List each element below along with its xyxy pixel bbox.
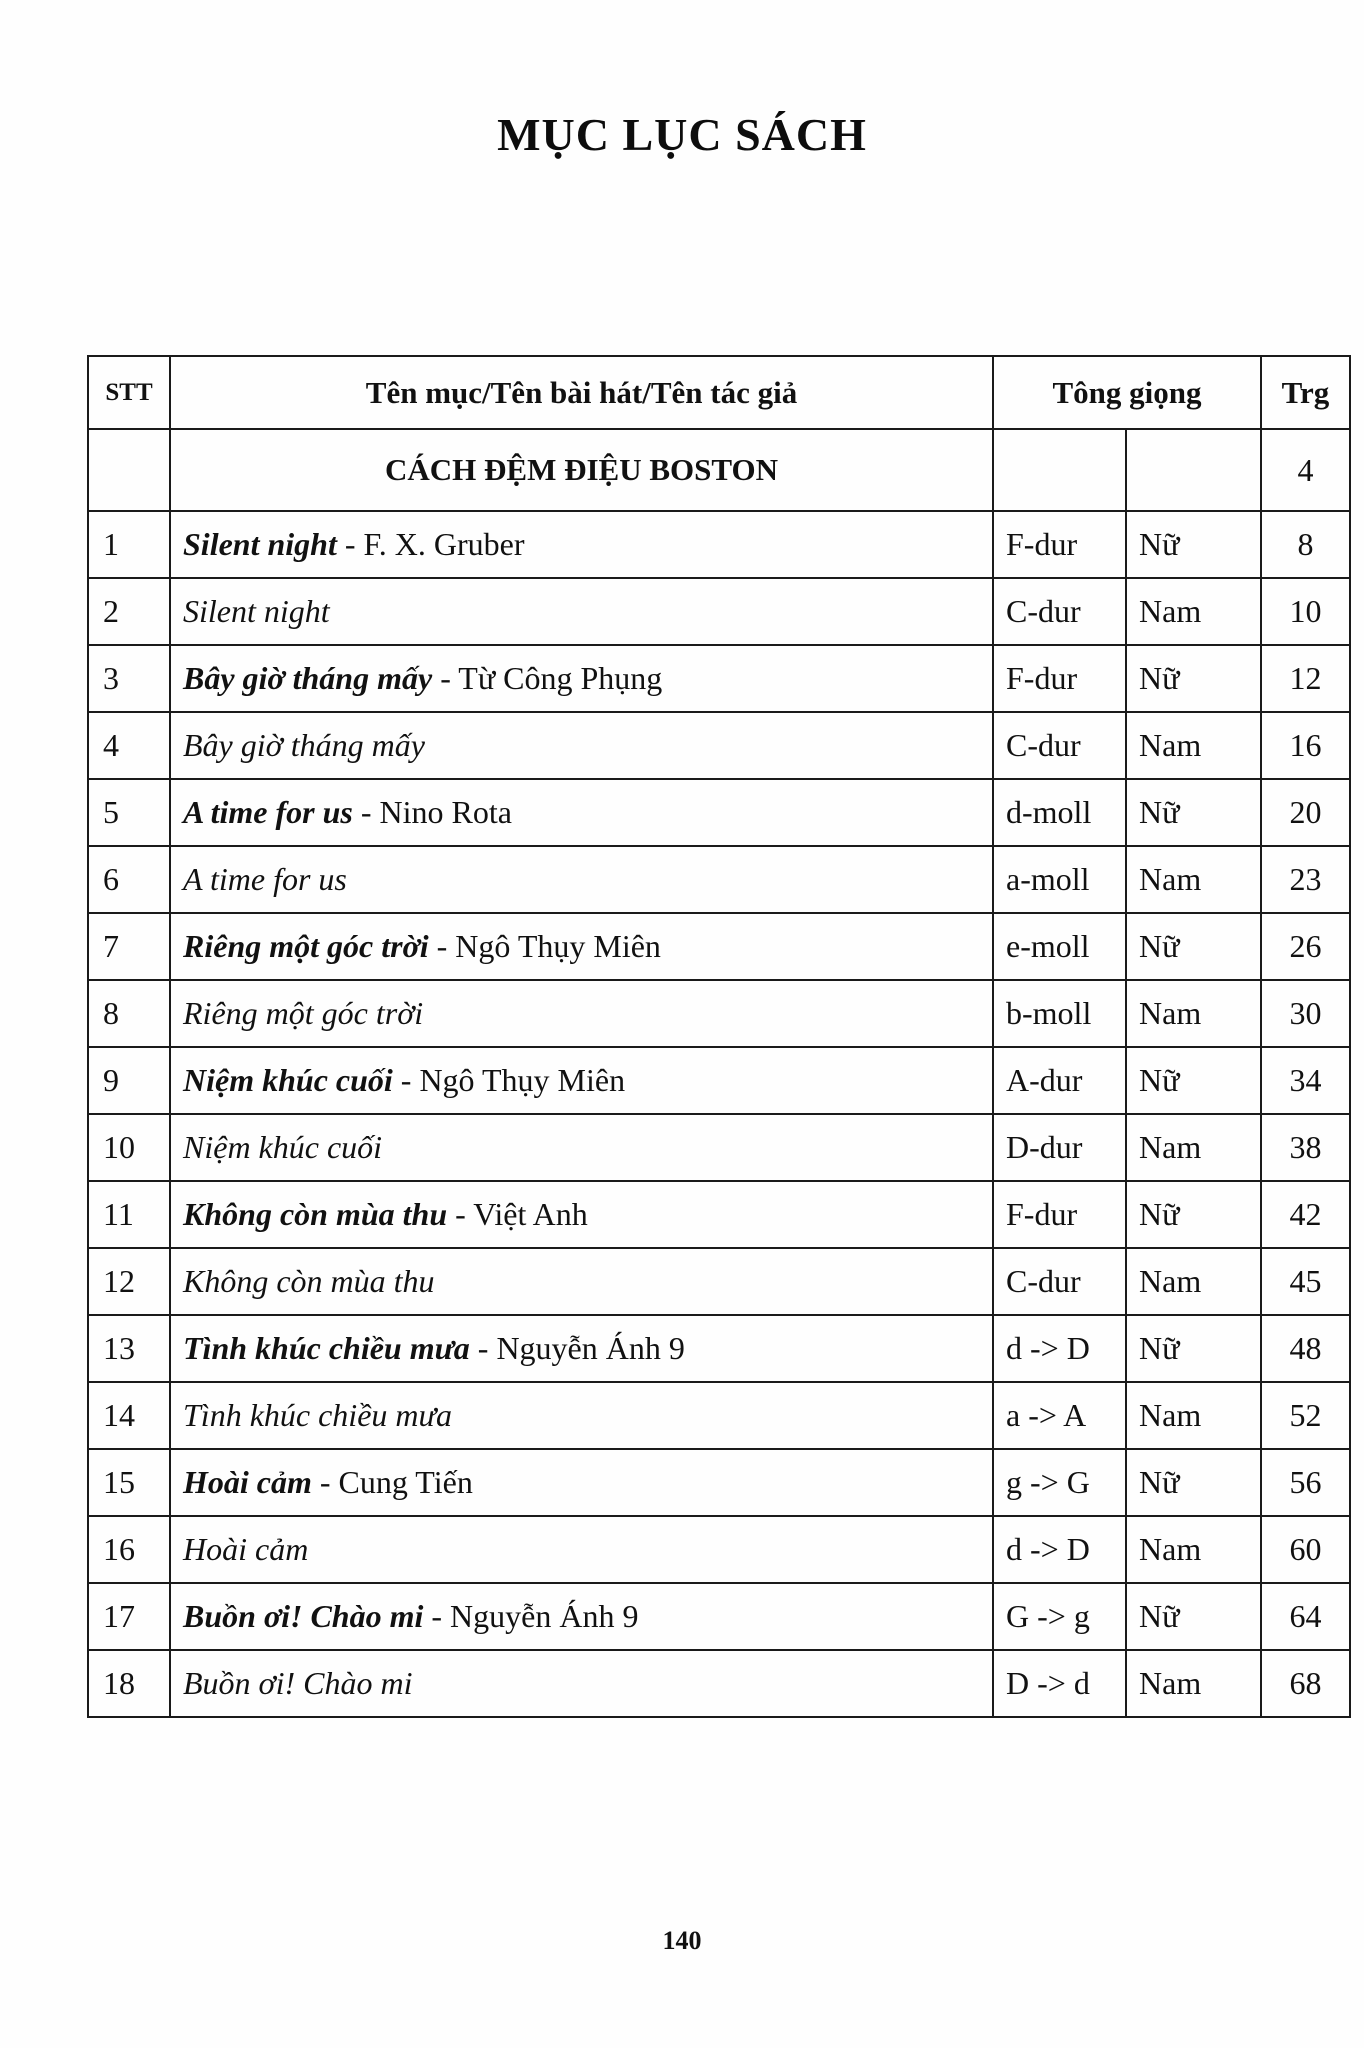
table-row <box>88 645 1350 712</box>
title-separator: - <box>392 1062 420 1098</box>
page-number: 140 <box>662 1926 702 1955</box>
row-stt: 6 <box>88 846 170 913</box>
song-name: Riêng một góc trời <box>183 995 424 1031</box>
row-stt: 2 <box>88 578 170 645</box>
table-row <box>88 1315 1350 1382</box>
row-page: 68 <box>1261 1650 1350 1717</box>
row-stt: 13 <box>88 1315 170 1382</box>
table-row <box>88 1382 1350 1449</box>
row-voice: Nữ <box>1126 1583 1261 1650</box>
table-row <box>88 1181 1350 1248</box>
song-name: Không còn mùa thu <box>183 1263 435 1299</box>
table-row <box>88 1516 1350 1583</box>
row-voice: Nam <box>1126 1516 1261 1583</box>
row-stt: 1 <box>88 511 170 578</box>
row-page: 56 <box>1261 1449 1350 1516</box>
title-separator: - <box>336 526 364 562</box>
section-title: CÁCH ĐỆM ĐIỆU BOSTON <box>170 429 993 511</box>
section-stt <box>88 429 170 511</box>
row-title <box>170 1382 993 1449</box>
row-key: F-dur <box>993 1181 1126 1248</box>
song-name: Không còn mùa thu <box>183 1196 448 1232</box>
song-name: Silent night <box>183 526 337 562</box>
author-name: Cung Tiến <box>338 1464 473 1500</box>
song-name: Niệm khúc cuối <box>183 1062 393 1098</box>
row-voice: Nữ <box>1126 1047 1261 1114</box>
header-stt: STT <box>88 356 170 429</box>
row-stt: 7 <box>88 913 170 980</box>
row-stt: 9 <box>88 1047 170 1114</box>
title-separator: - <box>311 1464 339 1500</box>
author-name: Nguyễn Ánh 9 <box>450 1598 639 1634</box>
table-row <box>88 511 1350 578</box>
section-page: 4 <box>1261 429 1350 511</box>
row-stt: 5 <box>88 779 170 846</box>
song-name: Niệm khúc cuối <box>183 1129 383 1165</box>
row-page: 26 <box>1261 913 1350 980</box>
row-stt: 4 <box>88 712 170 779</box>
row-voice: Nữ <box>1126 645 1261 712</box>
song-name: Bây giờ tháng mấy <box>183 660 433 696</box>
row-voice: Nam <box>1126 1382 1261 1449</box>
row-stt: 18 <box>88 1650 170 1717</box>
row-title <box>170 1315 993 1382</box>
row-page: 38 <box>1261 1114 1350 1181</box>
row-page: 60 <box>1261 1516 1350 1583</box>
row-key: a -> A <box>993 1382 1126 1449</box>
row-stt: 8 <box>88 980 170 1047</box>
header-title: Tên mục/Tên bài hát/Tên tác giả <box>170 356 993 429</box>
song-name: Tình khúc chiều mưa <box>183 1397 452 1433</box>
section-key <box>993 429 1126 511</box>
row-stt: 14 <box>88 1382 170 1449</box>
row-title <box>170 1583 993 1650</box>
author-name: Ngô Thụy Miên <box>419 1062 626 1098</box>
row-key: d-moll <box>993 779 1126 846</box>
row-page: 23 <box>1261 846 1350 913</box>
row-key: A-dur <box>993 1047 1126 1114</box>
row-key: b-moll <box>993 980 1126 1047</box>
row-title <box>170 1650 993 1717</box>
table-row <box>88 779 1350 846</box>
author-name: Việt Anh <box>473 1196 588 1232</box>
table-row <box>88 1114 1350 1181</box>
row-voice: Nam <box>1126 1114 1261 1181</box>
table-header-row <box>88 356 1350 429</box>
row-stt: 12 <box>88 1248 170 1315</box>
table-row <box>88 1583 1350 1650</box>
row-page: 10 <box>1261 578 1350 645</box>
row-voice: Nữ <box>1126 1315 1261 1382</box>
row-title <box>170 1047 993 1114</box>
title-separator: - <box>428 928 456 964</box>
title-separator: - <box>469 1330 497 1366</box>
row-stt: 3 <box>88 645 170 712</box>
author-name: Nino Rota <box>379 794 512 830</box>
row-title <box>170 1248 993 1315</box>
song-name: Bây giờ tháng mấy <box>183 727 425 763</box>
author-name: Ngô Thụy Miên <box>455 928 661 964</box>
header-key-voice: Tông giọng <box>993 356 1261 429</box>
row-key: g -> G <box>993 1449 1126 1516</box>
row-page: 12 <box>1261 645 1350 712</box>
row-voice: Nam <box>1126 1650 1261 1717</box>
row-page: 16 <box>1261 712 1350 779</box>
row-title <box>170 913 993 980</box>
table-of-contents <box>87 355 1351 1718</box>
author-name: F. X. Gruber <box>363 526 525 562</box>
row-key: F-dur <box>993 645 1126 712</box>
row-title <box>170 1114 993 1181</box>
song-name: Buồn ơi! Chào mi <box>183 1598 424 1634</box>
row-page: 20 <box>1261 779 1350 846</box>
row-stt: 16 <box>88 1516 170 1583</box>
row-stt: 15 <box>88 1449 170 1516</box>
row-key: D-dur <box>993 1114 1126 1181</box>
row-title <box>170 578 993 645</box>
page-title: MỤC LỤC SÁCH <box>497 109 867 160</box>
song-name: Silent night <box>183 593 330 629</box>
song-name: Buồn ơi! Chào mi <box>183 1665 413 1701</box>
row-key: d -> D <box>993 1315 1126 1382</box>
section-voice <box>1126 429 1261 511</box>
row-key: C-dur <box>993 712 1126 779</box>
table-row <box>88 1650 1350 1717</box>
row-title <box>170 511 993 578</box>
row-title <box>170 645 993 712</box>
title-separator: - <box>423 1598 451 1634</box>
row-title <box>170 980 993 1047</box>
song-name: Hoài cảm <box>183 1531 309 1567</box>
song-name: A time for us <box>183 861 347 897</box>
row-voice: Nữ <box>1126 779 1261 846</box>
row-page: 64 <box>1261 1583 1350 1650</box>
song-name: Tình khúc chiều mưa <box>183 1330 470 1366</box>
table-row <box>88 1047 1350 1114</box>
row-title <box>170 1181 993 1248</box>
row-voice: Nam <box>1126 712 1261 779</box>
song-name: A time for us <box>183 794 353 830</box>
row-page: 8 <box>1261 511 1350 578</box>
row-voice: Nam <box>1126 1248 1261 1315</box>
row-page: 30 <box>1261 980 1350 1047</box>
row-voice: Nữ <box>1126 1449 1261 1516</box>
row-key: G -> g <box>993 1583 1126 1650</box>
title-separator: - <box>352 794 380 830</box>
row-key: C-dur <box>993 1248 1126 1315</box>
row-voice: Nam <box>1126 980 1261 1047</box>
row-voice: Nam <box>1126 578 1261 645</box>
table-row <box>88 712 1350 779</box>
title-separator: - <box>432 660 459 696</box>
row-title <box>170 1449 993 1516</box>
song-name: Hoài cảm <box>183 1464 312 1500</box>
row-title <box>170 779 993 846</box>
section-row <box>88 429 1350 511</box>
header-page: Trg <box>1261 356 1350 429</box>
title-separator: - <box>447 1196 474 1232</box>
row-stt: 10 <box>88 1114 170 1181</box>
author-name: Nguyễn Ánh 9 <box>496 1330 685 1366</box>
row-title <box>170 1516 993 1583</box>
row-page: 34 <box>1261 1047 1350 1114</box>
table-row <box>88 578 1350 645</box>
table-row <box>88 846 1350 913</box>
row-page: 48 <box>1261 1315 1350 1382</box>
table-row <box>88 1248 1350 1315</box>
row-key: e-moll <box>993 913 1126 980</box>
table-row <box>88 913 1350 980</box>
row-voice: Nữ <box>1126 913 1261 980</box>
author-name: Từ Công Phụng <box>458 660 663 696</box>
row-title <box>170 846 993 913</box>
row-stt: 11 <box>88 1181 170 1248</box>
row-voice: Nữ <box>1126 511 1261 578</box>
row-key: F-dur <box>993 511 1126 578</box>
row-key: C-dur <box>993 578 1126 645</box>
table-row <box>88 980 1350 1047</box>
row-voice: Nữ <box>1126 1181 1261 1248</box>
row-page: 52 <box>1261 1382 1350 1449</box>
song-name: Riêng một góc trời <box>183 928 429 964</box>
row-key: d -> D <box>993 1516 1126 1583</box>
row-page: 45 <box>1261 1248 1350 1315</box>
row-title <box>170 712 993 779</box>
row-stt: 17 <box>88 1583 170 1650</box>
row-voice: Nam <box>1126 846 1261 913</box>
row-page: 42 <box>1261 1181 1350 1248</box>
row-key: D -> d <box>993 1650 1126 1717</box>
table-row <box>88 1449 1350 1516</box>
row-key: a-moll <box>993 846 1126 913</box>
